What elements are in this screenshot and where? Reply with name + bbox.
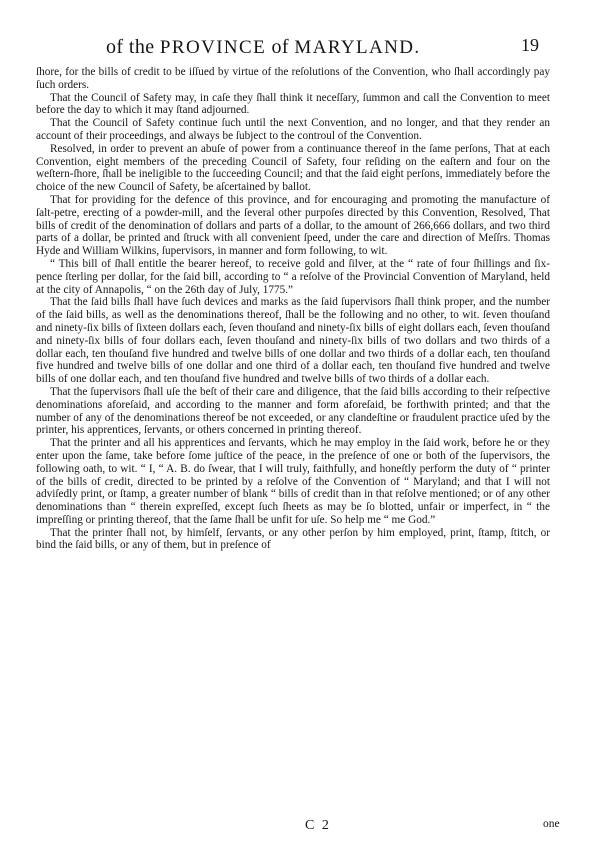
paragraph: That the Council of Safety continue ſuch until the next Convention, and no longer, and that they render an account of their proceedings, and always be ſubject to the controul of the Convention. bbox=[36, 117, 550, 142]
paragraph: ſhore, for the bills of credit to be iſſued by virtue of the reſolutions of the Convention, who ſhall accordingly pay ſuch orders. bbox=[36, 66, 550, 91]
title-main: PROVINCE bbox=[159, 37, 267, 58]
page-number: 19 bbox=[521, 35, 539, 55]
paragraph: That the ſaid bills ſhall have ſuch devices and marks as the ſaid ſupervisors ſhall think proper, and the number of the ſaid bills, as well as the denominations thereof, ſhall be the following and no other, to wit. ſeven thouſand and ninety-ſix bills of ſixteen dollars each, ſeven thouſand and ninety-ſix bills of eight dollars each, ſeven thouſand and ninety-ſix bills of four dollars each, ſeven thouſand and ninety-ſix bills of two dollars and two thirds of a dollar each, ten thouſand five hundred and twelve bills of one dollar and two thirds of a dollar each, ten thouſand five hundred and twelve bills of one dollar and one third of a dollar each, ten thouſand five hundred and twelve bills of one dollar each, and ten thouſand five hundred and twelve bills of two thirds of a dollar each. bbox=[36, 296, 550, 386]
title-end: MARYLAND. bbox=[294, 37, 421, 58]
quoted-paragraph: “ This bill of ſhall entitle the bearer hereof, to receive gold and ſilver, at the “ rate of four ſhillings and ſix-pence ſterling per dollar, for the ſaid bill, according to “ a reſolve of the Provincial Convention of Maryland, held at the city of Annapolis, “ on the 26th day of July, 1775.” bbox=[36, 257, 550, 296]
paragraph: That the ſupervisors ſhall uſe the beſt of their care and diligence, that the ſaid bills according to their reſpective denominations aforeſaid, and according to the manner and form aforeſaid, be forthwith printed; and that the number of any of the denominations thereof be not exceeded, or any clandeſtine or fraudulent practice uſed by the printer, his apprentices, ſervants, or others concerned in printing thereof. bbox=[36, 385, 550, 437]
title-prefix: of the bbox=[106, 36, 155, 58]
running-title bbox=[106, 36, 421, 59]
paragraph: That the printer and all his apprentices and ſervants, which he may employ in the ſaid work, before he or they enter upon the ſame, take before ſome juſtice of the peace, in the preſence of one or both of the ſupervisors, the following oath, to wit. “ I, “ A. B. do ſwear, that I will truly, faithfully, and honeſtly perform the duty of “ printer of the bills of credit, directed to be printed by a reſolve of the Convention of “ Maryland; and that I will not adviſedly print, or ſtamp, a greater number of blank “ bills of credit than in that reſolve mentioned; or of any other denominations than “ therein expreſſed, except ſuch ſheets as may be ſo blotted, unfair or imperfect, in “ the impreſſing or printing thereof, that the ſame ſhall be unfit for uſe. So help me “ me God.” bbox=[36, 437, 550, 526]
paragraph: That for providing for the defence of this province, and for encouraging and promoting the manufacture of ſalt-petre, erecting of a powder-mill, and the ſeveral other purpoſes directed by this Convention, Resolved, That bills of credit of the denomination of dollars and parts of a dollar, to the amount of 266,666 dollars, and two third parts of a dollar, be printed and ſtruck with all convenient ſpeed, under the care and direction of Meſſrs. Thomas Hyde and William Wilkins, ſupervisors, in manner and form following, to wit. bbox=[36, 193, 550, 258]
catchword: one bbox=[543, 818, 560, 830]
signature-mark: C 2 bbox=[305, 818, 331, 833]
running-head bbox=[0, 32, 600, 62]
paragraph: That the Council of Safety may, in caſe they ſhall think it neceſſary, ſummon and call the Convention to meet before the day to which it may ſtand adjourned. bbox=[36, 91, 550, 117]
paragraph: Resolved, in order to prevent an abuſe of power from a continuance thereof in the ſame perſons, That at each Convention, eight members of the preceding Council of Safety, four reſiding on the eaſtern and four on the weſtern-ſhore, ſhall be ineligible to the ſucceeding Council; and that the ſaid eight perſons, immediately before the choice of the new Council of Safety, be aſcertained by ballot. bbox=[36, 142, 550, 194]
paragraph: That the printer ſhall not, by himſelf, ſervants, or any other perſon by him employed, print, ſtamp, ſtitch, or bind the ſaid bills, or any of them, but in preſence of bbox=[36, 526, 550, 552]
body-text bbox=[36, 66, 550, 552]
title-mid: of bbox=[271, 36, 289, 58]
